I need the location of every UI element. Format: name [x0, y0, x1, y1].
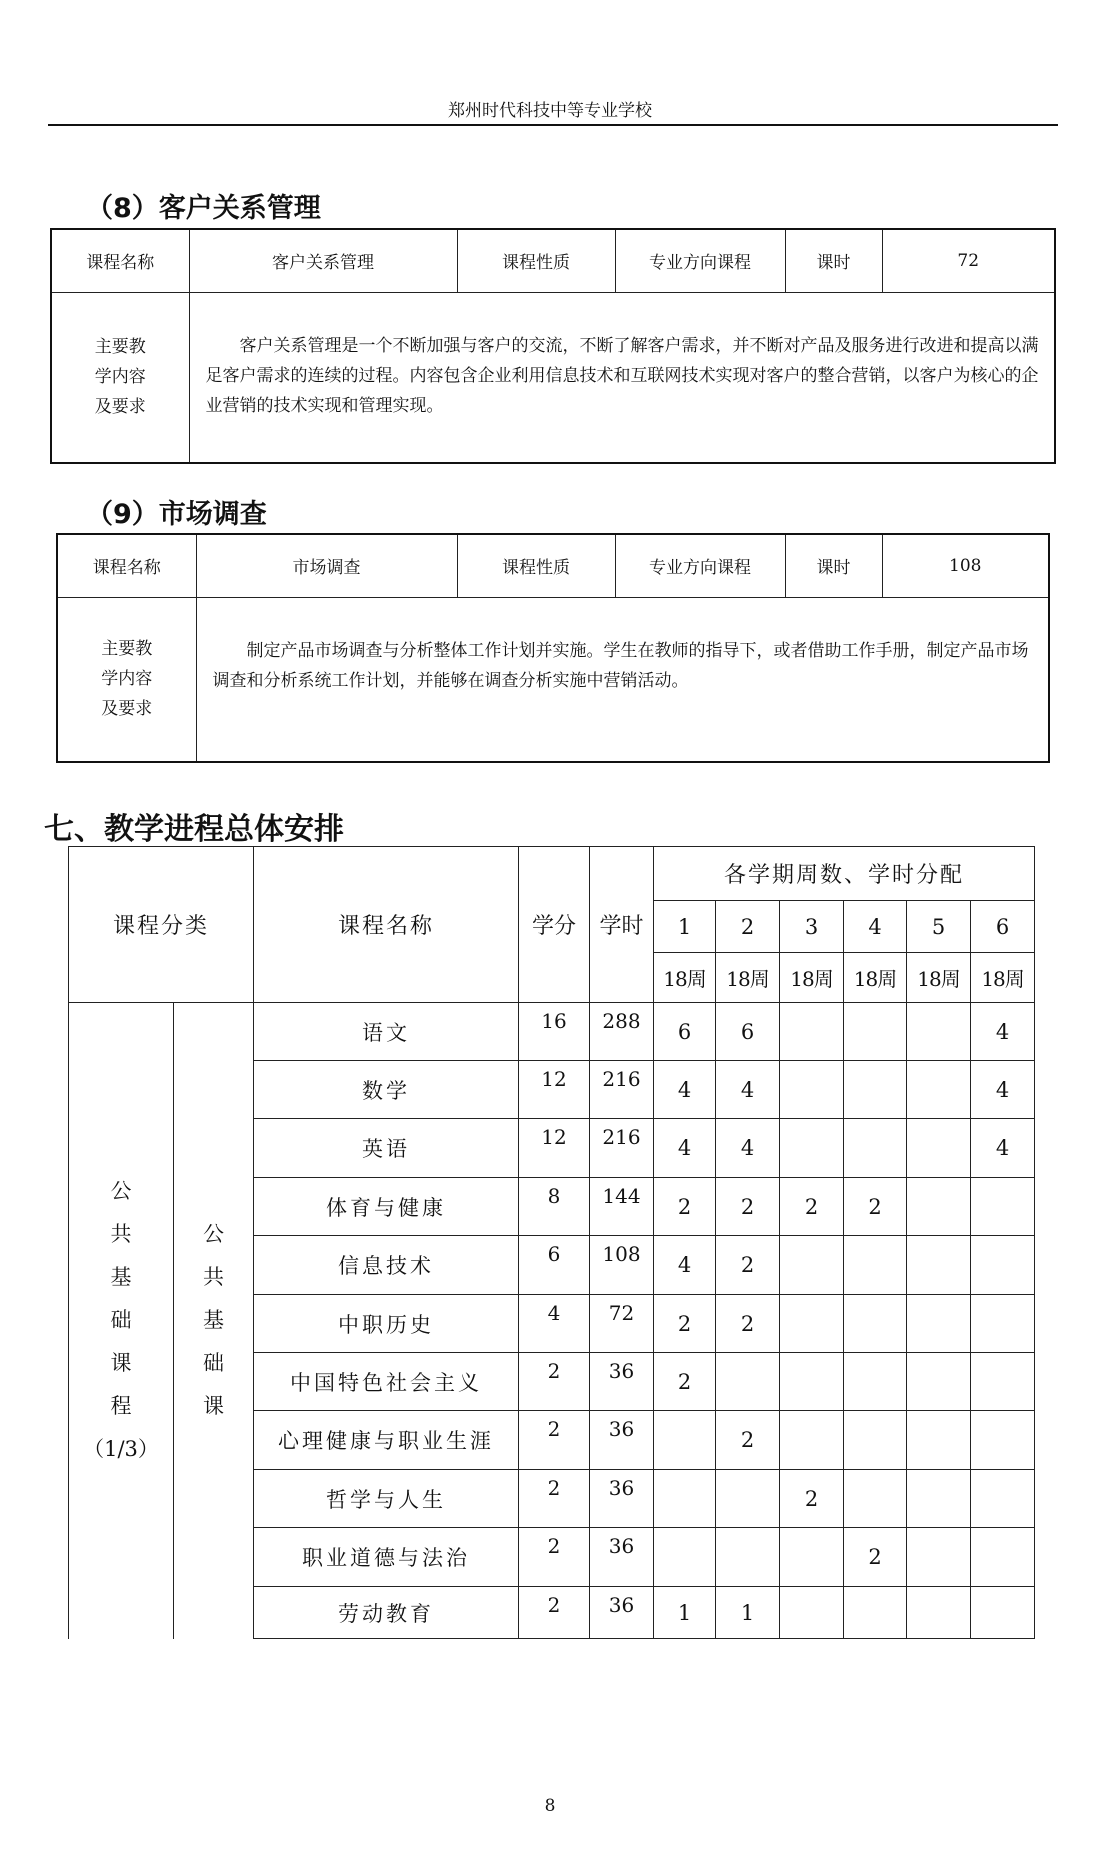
- course8-heading: （8）客户关系管理: [86, 193, 321, 224]
- semester-hours-cell: 4: [971, 1119, 1035, 1178]
- semester-hours-cell: [907, 1470, 971, 1528]
- semester-hours-cell: [971, 1353, 1035, 1411]
- semester-hours-cell: [971, 1411, 1035, 1470]
- hours-cell: 144: [590, 1178, 654, 1236]
- semester-weeks: 18周: [654, 953, 716, 1003]
- col-category: 课程分类: [69, 847, 254, 1003]
- semester-hours-cell: 6: [654, 1003, 716, 1061]
- semester-hours-cell: [654, 1528, 716, 1587]
- semester-hours-cell: [907, 1528, 971, 1587]
- schedule-body: [69, 1003, 1035, 1639]
- semester-hours-cell: [780, 1061, 844, 1119]
- course9-nature-label: 课程性质: [457, 534, 615, 597]
- category-outer-char: 课: [110, 1351, 132, 1376]
- col-credit: 学分: [519, 847, 590, 1003]
- course9-hours-label: 课时: [785, 534, 882, 597]
- semester-hours-cell: [844, 1587, 907, 1639]
- table-row: [69, 1003, 1035, 1061]
- credit-cell: 6: [519, 1236, 590, 1295]
- hours-cell: 108: [590, 1236, 654, 1295]
- semester-hours-cell: [971, 1178, 1035, 1236]
- semester-hours-cell: [971, 1470, 1035, 1528]
- course9-content-text: 制定产品市场调查与分析整体工作计划并实施。学生在教师的指导下，或者借助工作手册，制定产品市场调查和分析系统工作计划，并能够在调查分析实施中营销活动。: [212, 640, 1029, 691]
- semester-weeks: 18周: [844, 953, 907, 1003]
- semester-hours-cell: [716, 1470, 780, 1528]
- col-name: 课程名称: [254, 847, 519, 1003]
- page-number: 8: [544, 1796, 556, 1816]
- course9-table: [56, 533, 1050, 763]
- credit-cell: 12: [519, 1119, 590, 1178]
- course9-hours: 108: [882, 534, 1049, 597]
- semester-hours-cell: 4: [971, 1061, 1035, 1119]
- course8-nature-label: 课程性质: [457, 229, 615, 292]
- semester-hours-cell: [844, 1353, 907, 1411]
- semester-hours-cell: [907, 1119, 971, 1178]
- semester-hours-cell: [780, 1236, 844, 1295]
- semester-hours-cell: [907, 1061, 971, 1119]
- course9-content-label: [57, 597, 196, 762]
- hours-cell: 36: [590, 1353, 654, 1411]
- category-outer-char: 基: [110, 1265, 132, 1290]
- course9-nature: 专业方向课程: [615, 534, 785, 597]
- category-outer-char: 础: [110, 1308, 132, 1333]
- course8-hours-label: 课时: [785, 229, 882, 292]
- category-outer-char: 公: [110, 1179, 132, 1204]
- credit-cell: 4: [519, 1295, 590, 1353]
- semester-hours-cell: [780, 1119, 844, 1178]
- semester-hours-cell: [971, 1528, 1035, 1587]
- label-line: 主要教: [101, 639, 153, 660]
- course8-name: 客户关系管理: [189, 229, 457, 292]
- course8-name-label: 课程名称: [51, 229, 189, 292]
- credit-cell: 8: [519, 1178, 590, 1236]
- semester-hours-cell: [780, 1295, 844, 1353]
- course9-heading: （9）市场调查: [86, 499, 267, 530]
- semester-hours-cell: [907, 1587, 971, 1639]
- credit-cell: 16: [519, 1003, 590, 1061]
- semester-hours-cell: [971, 1587, 1035, 1639]
- col-hours: 学时: [590, 847, 654, 1003]
- hours-cell: 36: [590, 1470, 654, 1528]
- category-outer: [69, 1003, 174, 1639]
- course8-content: [189, 292, 1055, 463]
- semester-hours-cell: 2: [844, 1178, 907, 1236]
- semester-hours-cell: 4: [654, 1236, 716, 1295]
- semester-hours-cell: 1: [716, 1587, 780, 1639]
- semester-hours-cell: [907, 1295, 971, 1353]
- page-header: 郑州时代科技中等专业学校: [448, 101, 652, 121]
- course-name: 劳动教育: [254, 1587, 519, 1639]
- semester-hours-cell: [907, 1003, 971, 1061]
- hours-cell: 72: [590, 1295, 654, 1353]
- category-outer-char: 程: [110, 1394, 132, 1419]
- section7-heading: 七、教学进程总体安排: [44, 812, 344, 847]
- semester-hours-cell: 4: [716, 1119, 780, 1178]
- credit-cell: 2: [519, 1411, 590, 1470]
- semester-hours-cell: 1: [654, 1587, 716, 1639]
- semester-hours-cell: 2: [716, 1295, 780, 1353]
- semester-hours-cell: [844, 1411, 907, 1470]
- label-line: 学内容: [101, 669, 153, 690]
- semester-hours-cell: 2: [716, 1411, 780, 1470]
- semester-hours-cell: [907, 1353, 971, 1411]
- semester-hours-cell: [780, 1587, 844, 1639]
- hours-cell: 36: [590, 1411, 654, 1470]
- course-name: 职业道德与法治: [254, 1528, 519, 1587]
- credit-cell: 2: [519, 1353, 590, 1411]
- category-inner-char: 课: [203, 1394, 224, 1419]
- semester-hours-cell: [780, 1411, 844, 1470]
- course-name: 中职历史: [254, 1295, 519, 1353]
- label-line: 学内容: [94, 367, 146, 388]
- semester-1: 1: [654, 901, 716, 953]
- credit-cell: 2: [519, 1528, 590, 1587]
- credit-cell: 2: [519, 1470, 590, 1528]
- hours-cell: 216: [590, 1119, 654, 1178]
- hours-cell: 216: [590, 1061, 654, 1119]
- label-line: 及要求: [94, 397, 146, 418]
- semester-hours-cell: [971, 1295, 1035, 1353]
- semester-hours-cell: [844, 1236, 907, 1295]
- course-name: 哲学与人生: [254, 1470, 519, 1528]
- course9-name-label: 课程名称: [57, 534, 196, 597]
- course8-content-text: 客户关系管理是一个不断加强与客户的交流，不断了解客户需求，并不断对产品及服务进行改进和提高以满足客户需求的连续的过程。内容包含企业利用信息技术和互联网技术实现对客户的整合营销，以客户为核心的企业营销的技术实现和管理实现。: [205, 335, 1039, 416]
- semester-hours-cell: [780, 1003, 844, 1061]
- semester-hours-cell: 4: [654, 1061, 716, 1119]
- semester-hours-cell: [971, 1236, 1035, 1295]
- semester-hours-cell: 6: [716, 1003, 780, 1061]
- category-inner-char: 础: [203, 1351, 224, 1376]
- semester-hours-cell: 2: [716, 1236, 780, 1295]
- course8-hours: 72: [882, 229, 1055, 292]
- hours-cell: 36: [590, 1528, 654, 1587]
- course-name: 体育与健康: [254, 1178, 519, 1236]
- semester-weeks: 18周: [716, 953, 780, 1003]
- semester-hours-cell: [716, 1528, 780, 1587]
- course8-content-label: [51, 292, 189, 463]
- semester-hours-cell: [654, 1411, 716, 1470]
- semester-5: 5: [907, 901, 971, 953]
- semester-hours-cell: 4: [971, 1003, 1035, 1061]
- semester-hours-cell: 2: [716, 1178, 780, 1236]
- category-inner-char: 公: [203, 1222, 224, 1247]
- semester-hours-cell: [716, 1353, 780, 1411]
- label-line: 主要教: [94, 337, 146, 358]
- semester-hours-cell: 2: [654, 1353, 716, 1411]
- category-inner-char: 共: [203, 1265, 224, 1290]
- semester-hours-cell: [907, 1178, 971, 1236]
- semester-hours-cell: [907, 1236, 971, 1295]
- semester-hours-cell: [654, 1470, 716, 1528]
- semester-hours-cell: 2: [844, 1528, 907, 1587]
- semester-hours-cell: 2: [780, 1178, 844, 1236]
- course-name: 英语: [254, 1119, 519, 1178]
- course8-nature: 专业方向课程: [615, 229, 785, 292]
- semester-6: 6: [971, 901, 1035, 953]
- semester-hours-cell: [780, 1353, 844, 1411]
- category-outer-char: 共: [110, 1222, 132, 1247]
- credit-cell: 2: [519, 1587, 590, 1639]
- semester-hours-cell: 2: [780, 1470, 844, 1528]
- semester-hours-cell: [844, 1119, 907, 1178]
- semester-hours-cell: 4: [654, 1119, 716, 1178]
- semester-hours-cell: 2: [654, 1178, 716, 1236]
- course9-content: [196, 597, 1049, 762]
- course-name: 中国特色社会主义: [254, 1353, 519, 1411]
- semester-hours-cell: 2: [654, 1295, 716, 1353]
- course-name: 信息技术: [254, 1236, 519, 1295]
- course-name: 数学: [254, 1061, 519, 1119]
- course-name: 语文: [254, 1003, 519, 1061]
- course9-name: 市场调查: [196, 534, 457, 597]
- category-inner: [174, 1003, 254, 1639]
- col-distribution: 各学期周数、学时分配: [654, 847, 1035, 901]
- category-outer-char: （1/3）: [83, 1437, 159, 1462]
- schedule-table: [68, 846, 1035, 1639]
- semester-hours-cell: 4: [716, 1061, 780, 1119]
- semester-weeks: 18周: [907, 953, 971, 1003]
- semester-weeks: 18周: [780, 953, 844, 1003]
- semester-hours-cell: [780, 1528, 844, 1587]
- semester-weeks: 18周: [971, 953, 1035, 1003]
- semester-2: 2: [716, 901, 780, 953]
- semester-hours-cell: [907, 1411, 971, 1470]
- semester-hours-cell: [844, 1003, 907, 1061]
- semester-3: 3: [780, 901, 844, 953]
- hours-cell: 288: [590, 1003, 654, 1061]
- header-rule: [48, 124, 1058, 126]
- semester-4: 4: [844, 901, 907, 953]
- hours-cell: 36: [590, 1587, 654, 1639]
- category-inner-char: 基: [203, 1308, 224, 1333]
- course8-table: [50, 228, 1056, 464]
- credit-cell: 12: [519, 1061, 590, 1119]
- semester-hours-cell: [844, 1295, 907, 1353]
- semester-hours-cell: [844, 1061, 907, 1119]
- semester-hours-cell: [844, 1470, 907, 1528]
- label-line: 及要求: [101, 699, 153, 720]
- course-name: 心理健康与职业生涯: [254, 1411, 519, 1470]
